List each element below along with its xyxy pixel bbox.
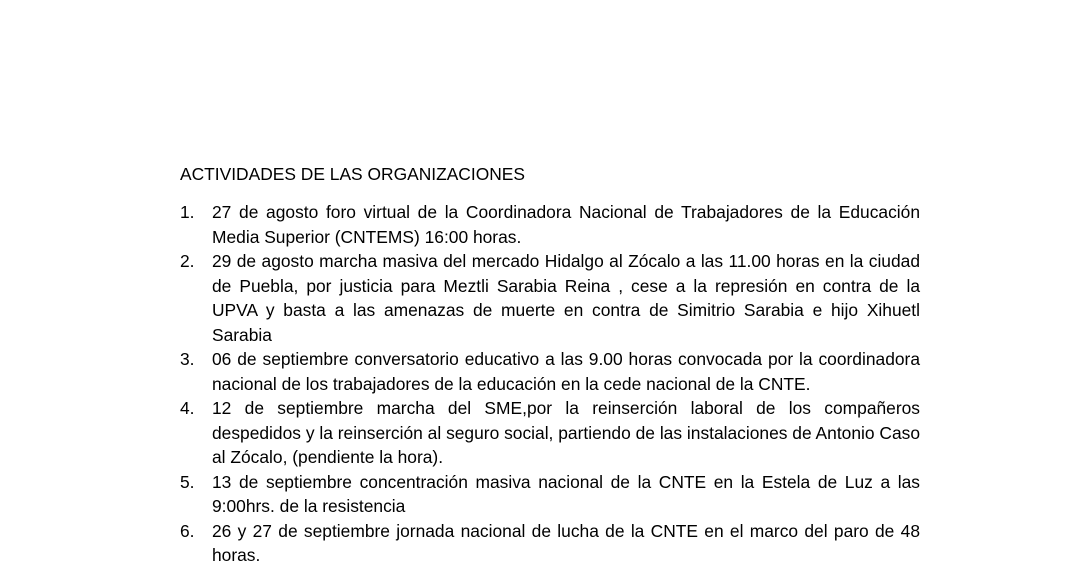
section-heading: ACTIVIDADES DE LAS ORGANIZACIONES: [180, 164, 525, 184]
activities-list: [180, 200, 920, 568]
list-item-text: 27 de agosto foro virtual de la Coordinadora Nacional de Trabajadores de la Educación Media Superior (CNTEMS) 16:00 horas.: [212, 202, 920, 247]
list-item: [180, 200, 920, 249]
list-item: [180, 519, 920, 568]
list-item-text: 26 y 27 de septiembre jornada nacional de lucha de la CNTE en el marco del paro de 48 horas.: [212, 520, 920, 565]
list-item-text: 13 de septiembre concentración masiva nacional de la CNTE en la Estela de Luz a las 9:00hrs. de la resistencia: [212, 471, 920, 516]
list-item: [180, 470, 920, 519]
list-item-number: 6.: [180, 520, 195, 541]
list-item-number: 4.: [180, 398, 195, 418]
list-item-number: 3.: [180, 349, 195, 369]
list-item-number: 1.: [180, 202, 195, 222]
list-item: [180, 347, 920, 396]
list-item-number: 5.: [180, 471, 195, 492]
list-item: [180, 396, 920, 470]
list-item-text: 06 de septiembre conversatorio educativo a las 9.00 horas convocada por la coordinadora nacional de los trabajadores de la educación en la cede nacional de la CNTE.: [212, 349, 920, 394]
list-item-text: 29 de agosto marcha masiva del mercado Hidalgo al Zócalo a las 11.00 horas en la ciudad de Puebla, por justicia para Meztli Sarabia Reina , cese a la represión en contra de la UPVA y basta a las amenazas de muerte en contra de Simitrio Sarabia e hijo Xihuetl Sarabia: [212, 251, 920, 345]
list-item-number: 2.: [180, 251, 195, 271]
list-item: [180, 249, 920, 347]
list-item-text: 12 de septiembre marcha del SME,por la reinserción laboral de los compañeros despedidos y la reinserción al seguro social, partiendo de las instalaciones de Antonio Caso al Zócalo, (pendiente la hora).: [212, 398, 920, 467]
